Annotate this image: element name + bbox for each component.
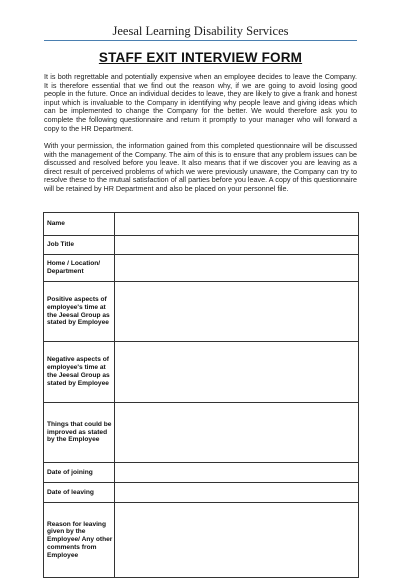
field-input-date-of-joining[interactable] [115, 463, 359, 483]
field-label-job-title: Job Title [44, 236, 115, 255]
field-input-date-of-leaving[interactable] [115, 483, 359, 503]
intro-paragraph-2: With your permission, the information gained from this completed questionnaire will be discussed with the management of the Company. The aim of this is to ensure that any problem issues can be discussed and resolved before you leave. It also means that if we discover you are leaving as a direct result of perceived problems of which we were previously unaware, the Company can try to resolve these to the mutual satisfaction of all parties before you leave. A copy of this questionnaire will be retained by HR Department and also be placed on your personnel file. [44, 141, 357, 193]
row-name [44, 213, 359, 236]
field-label-name: Name [44, 213, 115, 236]
field-label-positive-aspects: Positive aspects of employee's time at the Jeesal Group as stated by Employee [44, 282, 115, 342]
field-input-improvements[interactable] [115, 403, 359, 463]
field-input-negative-aspects[interactable] [115, 342, 359, 403]
field-label-home-location-department: Home / Location/ Department [44, 255, 115, 282]
field-input-job-title[interactable] [115, 236, 359, 255]
field-input-reason-for-leaving[interactable] [115, 503, 359, 578]
header-divider [44, 40, 357, 41]
row-date-of-leaving [44, 483, 359, 503]
row-date-of-joining [44, 463, 359, 483]
form-title: STAFF EXIT INTERVIEW FORM [98, 50, 303, 65]
row-reason-for-leaving [44, 503, 359, 578]
row-home-location-department [44, 255, 359, 282]
exit-interview-table [43, 212, 359, 578]
field-label-improvements: Things that could be improved as stated by the Employee [44, 403, 115, 463]
row-positive-aspects [44, 282, 359, 342]
field-input-name[interactable] [115, 213, 359, 236]
field-label-reason-for-leaving: Reason for leaving given by the Employee/ Any other comments from Employee [44, 503, 115, 578]
row-negative-aspects [44, 342, 359, 403]
field-label-date-of-joining: Date of joining [44, 463, 115, 483]
field-input-positive-aspects[interactable] [115, 282, 359, 342]
row-improvements [44, 403, 359, 463]
intro-paragraph-1: It is both regrettable and potentially expensive when an employee decides to leave the Company. It is therefore essential that we find out the reason why, if we are going to avoid losing good people in the future. Once an individual decides to leave, they are likely to give a frank and honest input which is invaluable to the Company in identifying why people leave and giving ideas which can be implemented to change the Company for the better. We would therefore ask you to complete the following questionnaire and return it promptly to your manager who will forward a copy to the HR Department. [44, 72, 357, 133]
field-input-home-location-department[interactable] [115, 255, 359, 282]
organization-header: Jeesal Learning Disability Services [112, 24, 289, 38]
row-job-title [44, 236, 359, 255]
field-label-date-of-leaving: Date of leaving [44, 483, 115, 503]
field-label-negative-aspects: Negative aspects of employee's time at the Jeesal Group as stated by Employee [44, 342, 115, 403]
